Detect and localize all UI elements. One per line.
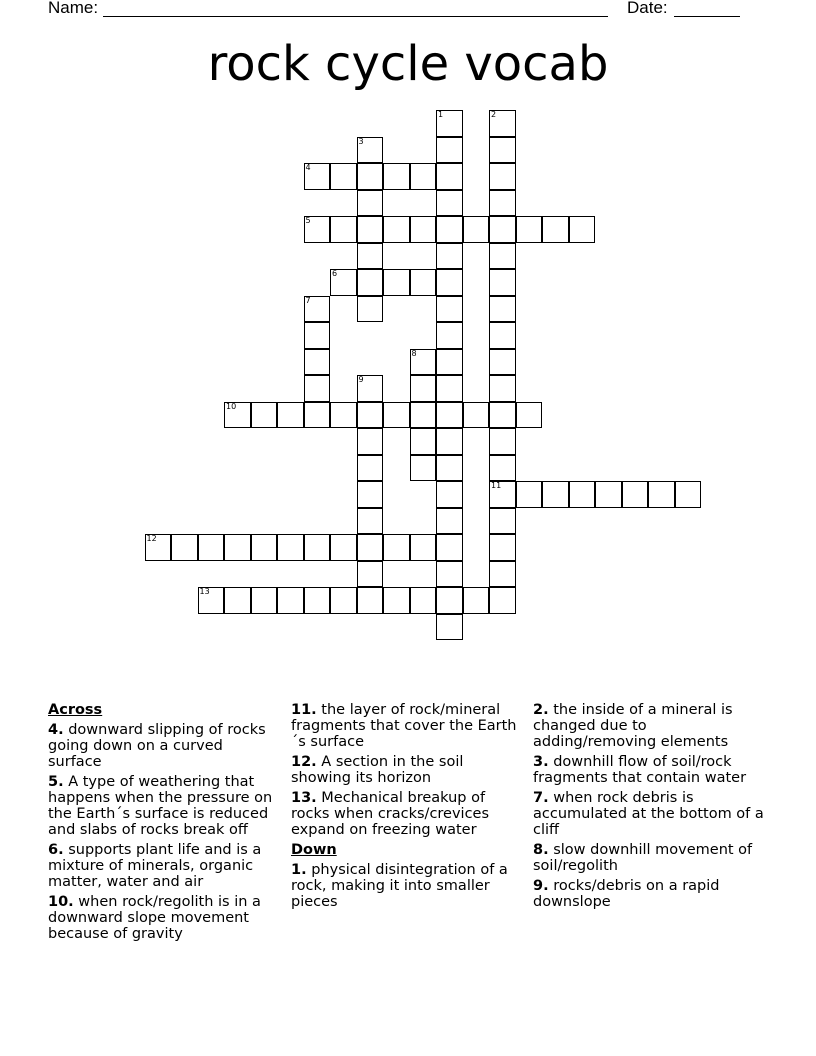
clue-number: 4 bbox=[305, 163, 311, 172]
grid-cell[interactable] bbox=[569, 481, 596, 508]
grid-cell[interactable] bbox=[595, 481, 622, 508]
grid-cell[interactable] bbox=[224, 402, 251, 429]
clue-down-3: 3. downhill flow of soil/rock fragments that contain water bbox=[533, 754, 747, 786]
grid-cell[interactable] bbox=[357, 587, 384, 614]
clue-number: 9 bbox=[358, 375, 364, 384]
clue-number: 10 bbox=[226, 401, 237, 411]
grid-cell[interactable] bbox=[516, 402, 543, 429]
grid-cell[interactable] bbox=[410, 534, 437, 561]
grid-cell[interactable] bbox=[357, 402, 384, 429]
grid-cell[interactable] bbox=[357, 508, 384, 535]
grid-cell[interactable] bbox=[489, 534, 516, 561]
grid-cell[interactable] bbox=[489, 163, 516, 190]
grid-cell[interactable] bbox=[410, 269, 437, 296]
clue-number: 11 bbox=[491, 481, 502, 490]
grid-cell[interactable] bbox=[304, 534, 331, 561]
grid-cell[interactable] bbox=[145, 534, 172, 561]
name-label: Name: bbox=[48, 0, 99, 17]
grid-cell[interactable] bbox=[436, 455, 463, 482]
grid-cell[interactable] bbox=[304, 322, 331, 349]
grid-cell[interactable] bbox=[436, 375, 463, 402]
grid-cell[interactable] bbox=[648, 481, 675, 508]
grid-cell[interactable] bbox=[383, 402, 410, 429]
grid-cell[interactable] bbox=[357, 534, 384, 561]
grid-cell[interactable] bbox=[516, 481, 543, 508]
grid-cell[interactable] bbox=[304, 296, 331, 323]
grid-cell[interactable] bbox=[463, 587, 490, 614]
grid-cell[interactable] bbox=[330, 216, 357, 243]
grid-cell[interactable] bbox=[410, 402, 437, 429]
clue-across-4: 4. downward slipping of rocks going down on a curved surface bbox=[48, 722, 266, 770]
clue-number: 6 bbox=[332, 269, 338, 278]
grid-cell[interactable] bbox=[436, 587, 463, 614]
clue-across-11: 11. the layer of rock/mineral fragments that cover the Earth´s surface bbox=[291, 702, 517, 750]
clue-number: 3 bbox=[358, 136, 364, 146]
clues-column-2 bbox=[291, 702, 523, 914]
grid-cell[interactable] bbox=[251, 534, 278, 561]
grid-cell[interactable] bbox=[357, 428, 384, 455]
grid-cell[interactable] bbox=[410, 349, 437, 376]
clues-column-3 bbox=[533, 702, 765, 914]
grid-cell[interactable] bbox=[489, 137, 516, 164]
clue-number: 12 bbox=[146, 534, 157, 543]
grid-cell[interactable] bbox=[410, 587, 437, 614]
grid-cell[interactable] bbox=[304, 349, 331, 376]
down-heading: Down bbox=[291, 842, 337, 858]
clue-number: 7 bbox=[305, 295, 311, 305]
clues-column-1 bbox=[48, 702, 280, 946]
grid-cell[interactable] bbox=[251, 587, 278, 614]
grid-cell[interactable] bbox=[436, 296, 463, 323]
grid-cell[interactable] bbox=[489, 296, 516, 323]
grid-cell[interactable] bbox=[277, 402, 304, 429]
grid-cell[interactable] bbox=[489, 190, 516, 217]
grid-cell[interactable] bbox=[410, 428, 437, 455]
grid-cell[interactable] bbox=[489, 110, 516, 137]
grid-cell[interactable] bbox=[569, 216, 596, 243]
grid-cell[interactable] bbox=[251, 402, 278, 429]
clue-across-6: 6. supports plant life and is a mixture of minerals, organic matter, water and air bbox=[48, 842, 262, 890]
grid-cell[interactable] bbox=[357, 455, 384, 482]
grid-cell[interactable] bbox=[198, 534, 225, 561]
grid-cell[interactable] bbox=[436, 561, 463, 588]
clue-across-5: 5. A type of weathering that happens when the pressure on the Earth´s surface is reduced and slabs of rocks break off bbox=[48, 774, 273, 838]
grid-cell[interactable] bbox=[436, 349, 463, 376]
grid-cell[interactable] bbox=[410, 163, 437, 190]
clue-across-10: 10. when rock/regolith is in a downward slope movement because of gravity bbox=[48, 894, 261, 942]
grid-cell[interactable] bbox=[383, 534, 410, 561]
grid-cell[interactable] bbox=[383, 587, 410, 614]
across-heading: Across bbox=[48, 702, 103, 718]
clue-down-8: 8. slow downhill movement of soil/regolith bbox=[533, 842, 753, 874]
grid-cell[interactable] bbox=[330, 402, 357, 429]
grid-cell[interactable] bbox=[436, 243, 463, 270]
grid-cell[interactable] bbox=[383, 216, 410, 243]
clue-down-2: 2. the inside of a mineral is changed due to adding/removing elements bbox=[533, 702, 733, 750]
grid-cell[interactable] bbox=[542, 216, 569, 243]
grid-cell[interactable] bbox=[489, 216, 516, 243]
grid-cell[interactable] bbox=[436, 614, 463, 641]
grid-cell[interactable] bbox=[436, 110, 463, 137]
grid-cell[interactable] bbox=[489, 349, 516, 376]
clue-number: 1 bbox=[438, 110, 444, 119]
grid-cell[interactable] bbox=[436, 190, 463, 217]
puzzle-title: rock cycle vocab bbox=[207, 36, 609, 92]
grid-cell[interactable] bbox=[410, 216, 437, 243]
grid-cell[interactable] bbox=[463, 402, 490, 429]
grid-cell[interactable] bbox=[304, 375, 331, 402]
clue-number: 8 bbox=[411, 348, 417, 358]
grid-cell[interactable] bbox=[489, 243, 516, 270]
grid-cell[interactable] bbox=[516, 216, 543, 243]
grid-cell[interactable] bbox=[224, 534, 251, 561]
grid-cell[interactable] bbox=[383, 269, 410, 296]
grid-cell[interactable] bbox=[383, 163, 410, 190]
grid-cell[interactable] bbox=[330, 534, 357, 561]
grid-cell[interactable] bbox=[436, 137, 463, 164]
grid-cell[interactable] bbox=[357, 561, 384, 588]
grid-cell[interactable] bbox=[357, 216, 384, 243]
grid-cell[interactable] bbox=[542, 481, 569, 508]
grid-cell[interactable] bbox=[436, 163, 463, 190]
grid-cell[interactable] bbox=[330, 163, 357, 190]
grid-cell[interactable] bbox=[357, 269, 384, 296]
grid-cell[interactable] bbox=[224, 587, 251, 614]
grid-cell[interactable] bbox=[357, 296, 384, 323]
grid-cell[interactable] bbox=[277, 587, 304, 614]
grid-cell[interactable] bbox=[489, 375, 516, 402]
grid-cell[interactable] bbox=[198, 587, 225, 614]
date-label: Date: bbox=[627, 0, 668, 17]
grid-cell[interactable] bbox=[489, 508, 516, 535]
grid-cell[interactable] bbox=[489, 561, 516, 588]
grid-cell[interactable] bbox=[304, 216, 331, 243]
grid-cell[interactable] bbox=[304, 402, 331, 429]
grid-cell[interactable] bbox=[675, 481, 702, 508]
grid-cell[interactable] bbox=[277, 534, 304, 561]
grid-cell[interactable] bbox=[436, 269, 463, 296]
grid-cell[interactable] bbox=[622, 481, 649, 508]
grid-cell[interactable] bbox=[357, 190, 384, 217]
grid-cell[interactable] bbox=[489, 269, 516, 296]
grid-cell[interactable] bbox=[410, 455, 437, 482]
grid-cell[interactable] bbox=[304, 587, 331, 614]
grid-cell[interactable] bbox=[436, 322, 463, 349]
clue-number: 13 bbox=[199, 587, 210, 596]
grid-cell[interactable] bbox=[489, 428, 516, 455]
clue-number: 5 bbox=[305, 216, 311, 225]
clue-down-7: 7. when rock debris is accumulated at the bottom of a cliff bbox=[533, 790, 764, 838]
grid-cell[interactable] bbox=[489, 455, 516, 482]
clue-number: 2 bbox=[491, 110, 497, 119]
clue-down-1: 1. physical disintegration of a rock, making it into smaller pieces bbox=[291, 862, 508, 910]
grid-cell[interactable] bbox=[357, 481, 384, 508]
grid-cell[interactable] bbox=[436, 402, 463, 429]
grid-cell[interactable] bbox=[357, 375, 384, 402]
grid-cell[interactable] bbox=[171, 534, 198, 561]
clue-down-9: 9. rocks/debris on a rapid downslope bbox=[533, 878, 720, 910]
grid-cell[interactable] bbox=[489, 481, 516, 508]
grid-cell[interactable] bbox=[436, 216, 463, 243]
grid-cell[interactable] bbox=[436, 481, 463, 508]
grid-cell[interactable] bbox=[436, 428, 463, 455]
grid-cell[interactable] bbox=[357, 137, 384, 164]
grid-cell[interactable] bbox=[357, 163, 384, 190]
grid-cell[interactable] bbox=[304, 163, 331, 190]
clue-across-12: 12. A section in the soil showing its horizon bbox=[291, 754, 464, 786]
grid-cell[interactable] bbox=[357, 243, 384, 270]
grid-cell[interactable] bbox=[330, 269, 357, 296]
grid-cell[interactable] bbox=[410, 375, 437, 402]
grid-cell[interactable] bbox=[489, 402, 516, 429]
grid-cell[interactable] bbox=[436, 508, 463, 535]
grid-cell[interactable] bbox=[463, 216, 490, 243]
clue-across-13: 13. Mechanical breakup of rocks when cracks/crevices expand on freezing water bbox=[291, 790, 490, 838]
grid-cell[interactable] bbox=[489, 587, 516, 614]
grid-cell[interactable] bbox=[489, 322, 516, 349]
grid-cell[interactable] bbox=[330, 587, 357, 614]
grid-cell[interactable] bbox=[436, 534, 463, 561]
